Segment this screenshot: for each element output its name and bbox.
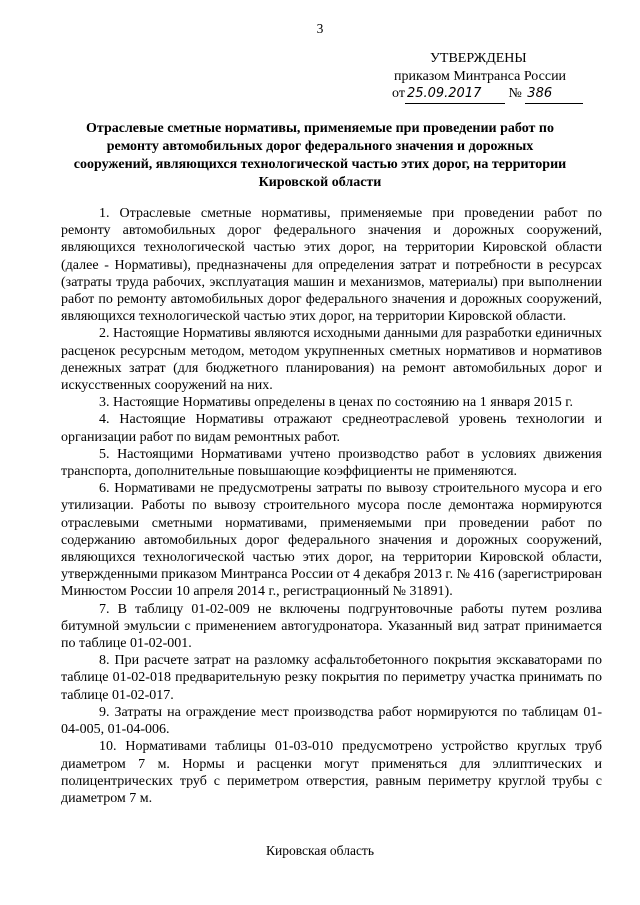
paragraph-5: 5. Настоящими Нормативами учтено производство работ в условиях движения транспорта, дополнительные повышающие коэффициенты не применяются. bbox=[61, 446, 602, 480]
document-body bbox=[61, 205, 602, 807]
document-title: Отраслевые сметные нормативы, применяемые при проведении работ по ремонту автомобильных дорог федерального значения и дорожных сооружений, являющихся технологической частью этих дорог, на территории Кировской области bbox=[73, 121, 567, 190]
paragraph-10: 10. Нормативами таблицы 01-03-010 предусмотрено устройство круглых труб диаметром 7 м. Нормы и расценки могут применяться для эллиптических и полицентрических труб с периметром отверстия, равным периметру круглой трубы с диаметром 7 м. bbox=[61, 739, 602, 806]
handwritten-date: 25.09.2017 bbox=[405, 85, 505, 104]
paragraph-7: 7. В таблицу 01-02-009 не включены подгрунтовочные работы путем розлива битумной эмульсии с применением автогудронатора. Указанный вид затрат принимается по таблице 01-02-001. bbox=[61, 601, 602, 652]
page-footer: Кировская область bbox=[265, 843, 374, 858]
paragraph-6: 6. Нормативами не предусмотрены затраты по вывозу строительного мусора и его утилизации. Работы по вывозу строительного мусора после демонтажа нормируются отраслевыми сметными нормативами, применяемыми при проведении работ по содержанию автомобильных дорог федерального значения и дорожных сооружений, являющихся технологической частью этих дорог, на территории Кировской области, утвержденными приказом Минтранса России от 4 декабря 2013 г. № 416 (зарегистрирован Минюстом России 10 апреля 2014 г., регистрационный № 31891). bbox=[61, 481, 602, 600]
paragraph-3: 3. Настоящие Нормативы определены в ценах по состоянию на 1 января 2015 г. bbox=[99, 395, 573, 411]
paragraph-1: 1. Отраслевые сметные нормативы, применяемые при проведении работ по ремонту автомобильных дорог федерального значения и дорожных сооружений, являющихся технологической частью этих дорог, на территории Кировской области (далее - Нормативы), предназначены для определения затрат и потребности в ресурсах (затраты труда рабочих, эксплуатация машин и механизмов, материалы) при выполнении работ по ремонту автомобильных дорог федерального значения и дорожных сооружений, являющихся технологической частью этих дорог, на территории Кировской области. bbox=[61, 206, 602, 325]
approval-date-line bbox=[392, 85, 592, 104]
paragraph-9: 9. Затраты на ограждение мест производства работ нормируются по таблицам 01-04-005, 01-04-006. bbox=[61, 704, 602, 738]
handwritten-number: 386 bbox=[525, 85, 583, 104]
approval-block bbox=[392, 50, 592, 104]
date-prefix: от bbox=[392, 86, 405, 101]
number-prefix: № bbox=[508, 86, 522, 101]
approval-heading: УТВЕРЖДЕНЫ bbox=[430, 51, 527, 66]
approval-order-line: приказом Минтранса России bbox=[394, 68, 567, 84]
paragraph-4: 4. Настоящие Нормативы отражают среднеотраслевой уровень технологии и организации работ по видам ремонтных работ. bbox=[61, 412, 602, 445]
paragraph-8: 8. При расчете затрат на разломку асфальтобетонного покрытия экскаваторами по таблице 01-02-018 предварительную резку покрытия по периметру участка принимать по таблице 01-02-017. bbox=[61, 653, 602, 703]
page-number: 3 bbox=[316, 21, 324, 36]
paragraph-2: 2. Настоящие Нормативы являются исходными данными для разработки единичных расценок ресурсным методом, методом укрупненных сметных нормативов и нормативов денежных затрат (для бюджетного планирования) на ремонт автомобильных дорог и искусственных сооружений на них. bbox=[61, 326, 602, 394]
